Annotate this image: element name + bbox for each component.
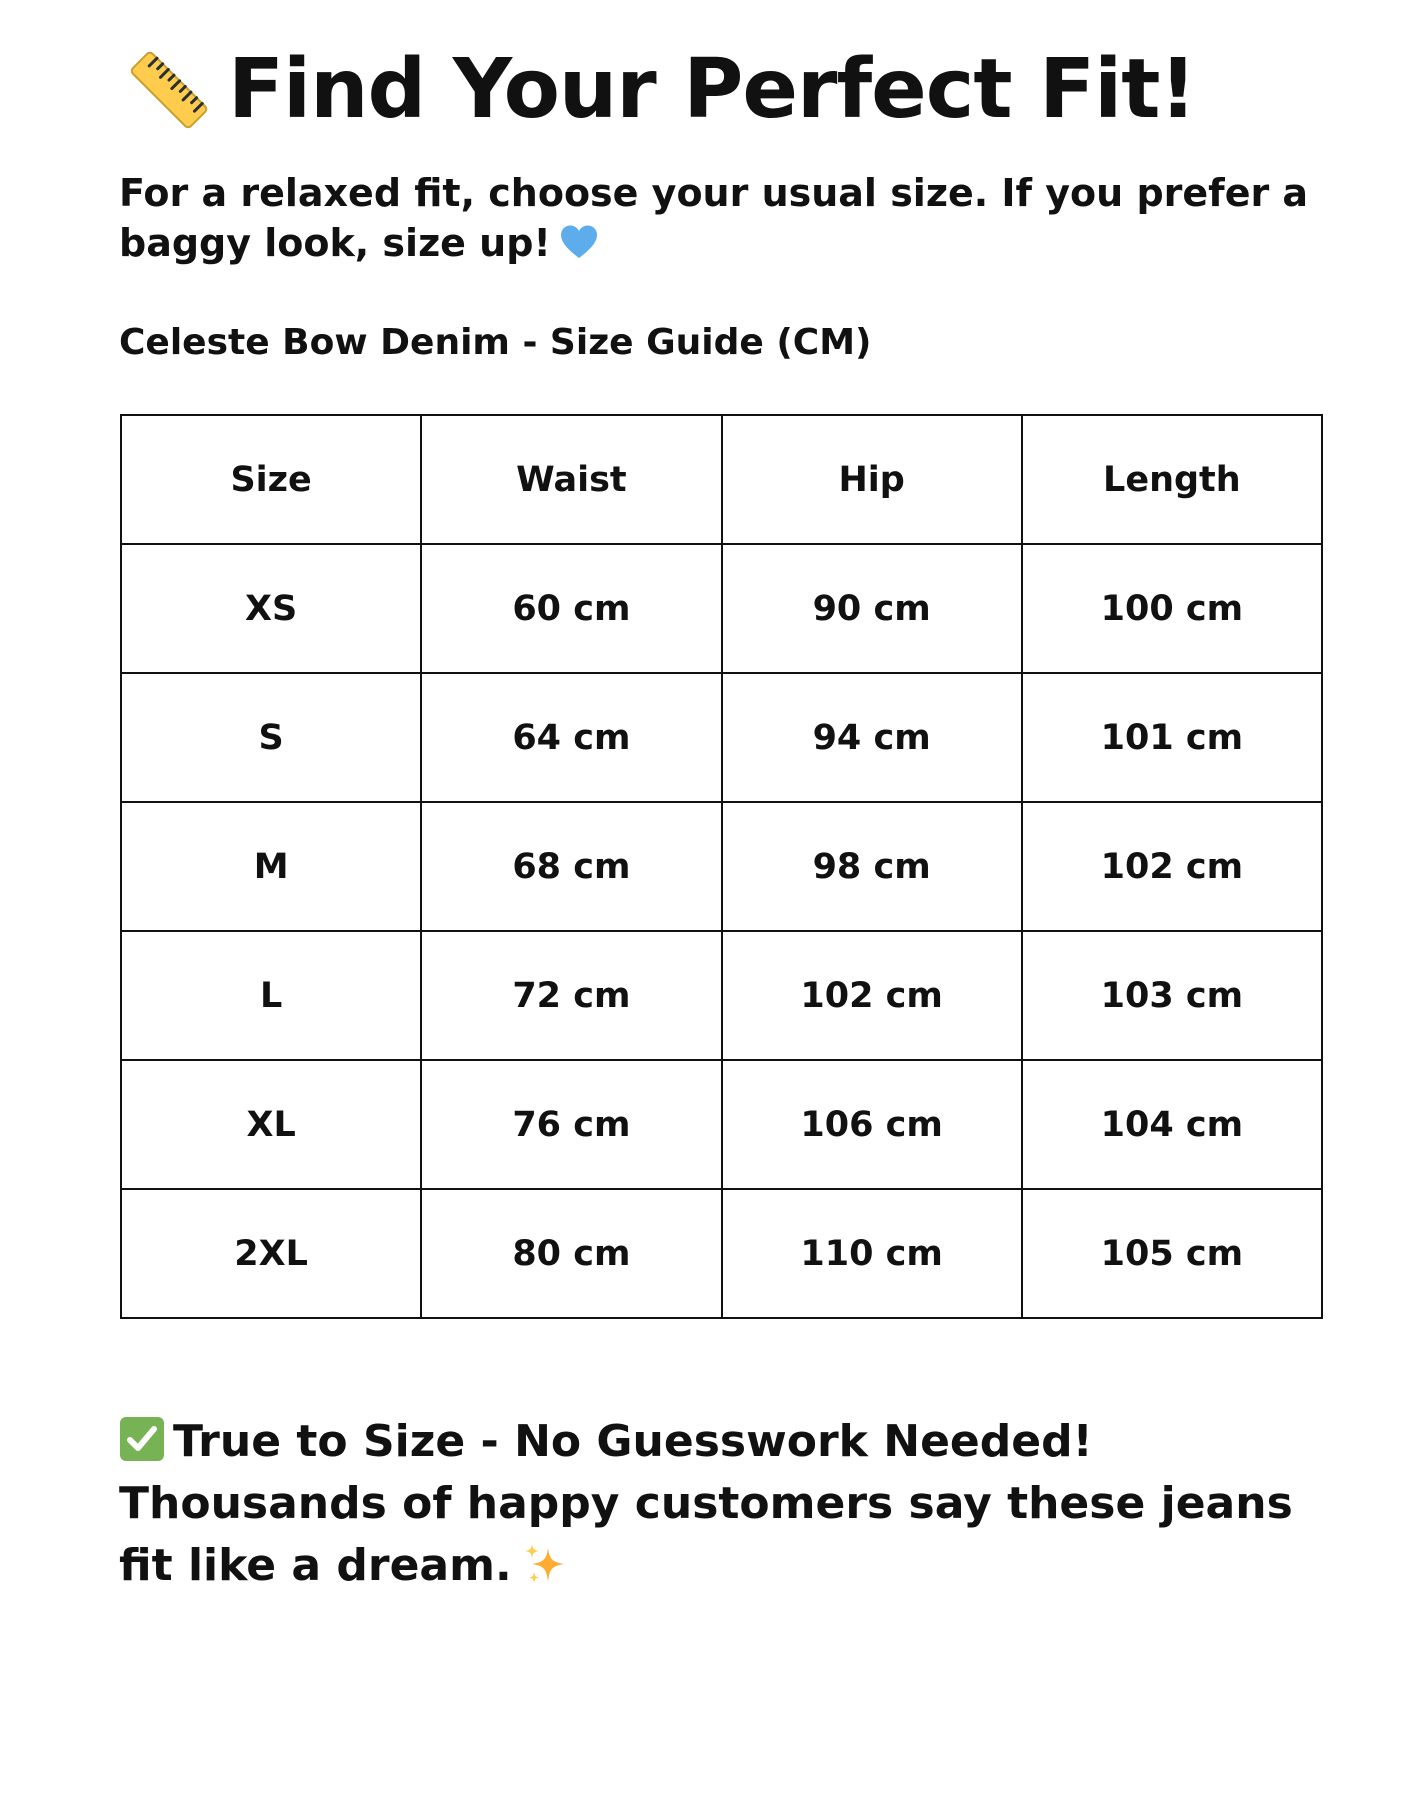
callout-headline: True to Size - No Guesswork Needed! — [173, 1416, 1093, 1467]
table-row — [121, 931, 1322, 1060]
length-cell: 101 cm — [1022, 673, 1322, 802]
table-row — [121, 1189, 1322, 1318]
callout-body: Thousands of happy customers say these jeans fit like a dream. — [119, 1478, 1293, 1591]
intro-label: For a relaxed fit, choose your usual size. If you prefer a baggy look, size up! — [119, 171, 1309, 265]
size-cell: M — [121, 802, 421, 931]
blue-heart-icon — [559, 224, 599, 260]
table-row — [121, 673, 1322, 802]
column-header-hip: Hip — [722, 415, 1022, 544]
size-cell: L — [121, 931, 421, 1060]
hip-cell: 110 cm — [722, 1189, 1022, 1318]
sparkles-icon — [522, 1542, 568, 1588]
hip-cell: 90 cm — [722, 544, 1022, 673]
table-row — [121, 802, 1322, 931]
waist-cell: 68 cm — [421, 802, 721, 931]
intro-text — [119, 168, 1319, 268]
waist-cell: 64 cm — [421, 673, 721, 802]
table-row — [121, 1060, 1322, 1189]
size-cell: XL — [121, 1060, 421, 1189]
waist-cell: 72 cm — [421, 931, 721, 1060]
ruler-icon — [126, 47, 212, 133]
length-cell: 102 cm — [1022, 802, 1322, 931]
check-mark-icon — [119, 1416, 165, 1462]
length-cell: 104 cm — [1022, 1060, 1322, 1189]
size-cell: XS — [121, 544, 421, 673]
hip-cell: 98 cm — [722, 802, 1022, 931]
waist-cell: 60 cm — [421, 544, 721, 673]
length-cell: 105 cm — [1022, 1189, 1322, 1318]
hip-cell: 106 cm — [722, 1060, 1022, 1189]
size-table — [120, 414, 1323, 1319]
size-cell: S — [121, 673, 421, 802]
hip-cell: 94 cm — [722, 673, 1022, 802]
callout-body-line — [119, 1473, 1319, 1597]
column-header-length: Length — [1022, 415, 1322, 544]
table-row — [121, 544, 1322, 673]
hip-cell: 102 cm — [722, 931, 1022, 1060]
column-header-waist: Waist — [421, 415, 721, 544]
page-title: Find Your Perfect Fit! — [228, 42, 1196, 137]
size-cell: 2XL — [121, 1189, 421, 1318]
length-cell: 103 cm — [1022, 931, 1322, 1060]
waist-cell: 76 cm — [421, 1060, 721, 1189]
waist-cell: 80 cm — [421, 1189, 721, 1318]
title-row — [126, 40, 1196, 140]
callout-headline-line — [119, 1411, 1319, 1473]
size-guide-title: Celeste Bow Denim - Size Guide (CM) — [119, 322, 872, 363]
column-header-size: Size — [121, 415, 421, 544]
table-header-row — [121, 415, 1322, 544]
length-cell: 100 cm — [1022, 544, 1322, 673]
callout — [119, 1411, 1319, 1597]
